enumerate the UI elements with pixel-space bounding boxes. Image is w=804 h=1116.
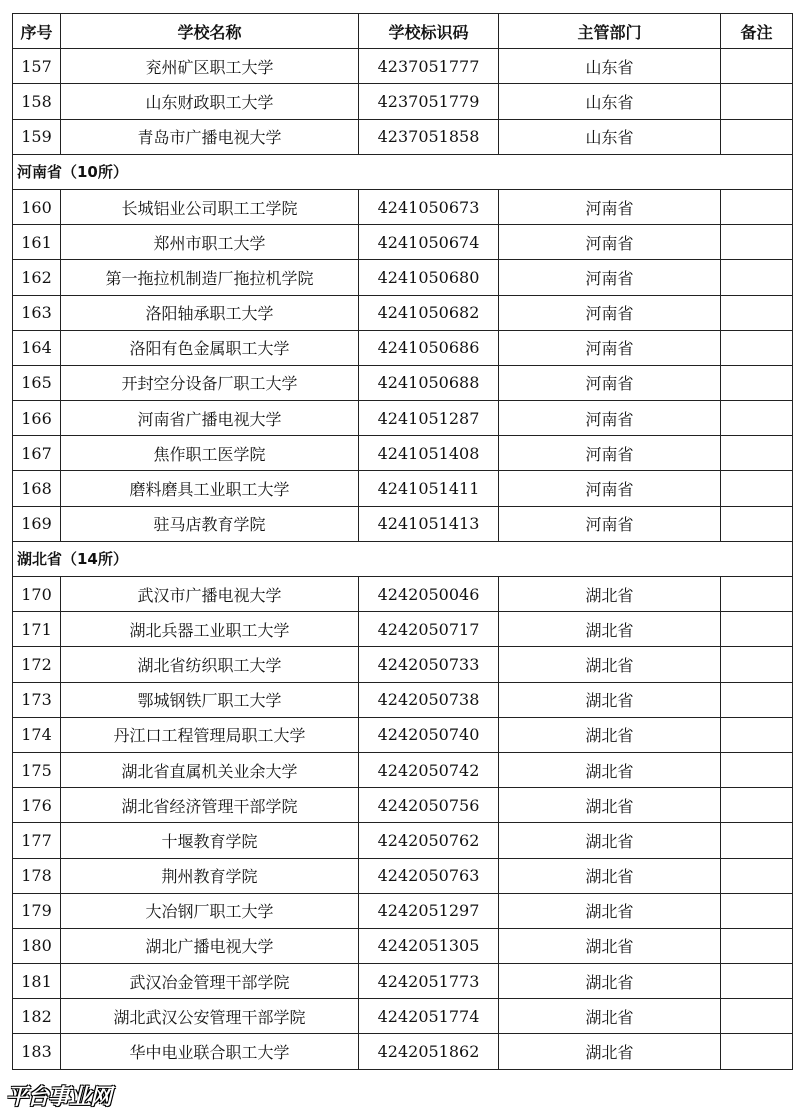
cell-department: 湖北省 [499, 823, 721, 858]
table-row [13, 84, 793, 119]
cell-department: 湖北省 [499, 577, 721, 612]
cell-seq: 163 [13, 295, 61, 330]
table-row [13, 788, 793, 823]
cell-department: 湖北省 [499, 1034, 721, 1069]
cell-department: 河南省 [499, 189, 721, 224]
watermark: 平台事业网 [6, 1085, 112, 1110]
cell-school-code: 4241050682 [359, 295, 499, 330]
cell-department: 山东省 [499, 49, 721, 84]
cell-seq: 167 [13, 436, 61, 471]
cell-note [721, 506, 793, 541]
cell-department: 河南省 [499, 401, 721, 436]
cell-seq: 176 [13, 788, 61, 823]
cell-note [721, 752, 793, 787]
cell-note [721, 189, 793, 224]
section-label: 河南省（10所） [13, 154, 793, 189]
header-seq: 序号 [13, 14, 61, 49]
cell-department: 河南省 [499, 471, 721, 506]
cell-note [721, 788, 793, 823]
cell-department: 湖北省 [499, 858, 721, 893]
cell-department: 湖北省 [499, 612, 721, 647]
cell-school-name: 湖北武汉公安管理干部学院 [61, 999, 359, 1034]
table-row [13, 260, 793, 295]
table-row [13, 295, 793, 330]
cell-seq: 172 [13, 647, 61, 682]
table-row [13, 119, 793, 154]
cell-school-name: 丹江口工程管理局职工大学 [61, 717, 359, 752]
header-school-name: 学校名称 [61, 14, 359, 49]
cell-school-name: 洛阳有色金属职工大学 [61, 330, 359, 365]
cell-school-name: 兖州矿区职工大学 [61, 49, 359, 84]
cell-note [721, 295, 793, 330]
cell-department: 湖北省 [499, 752, 721, 787]
table-row [13, 365, 793, 400]
cell-school-name: 长城铝业公司职工工学院 [61, 189, 359, 224]
cell-department: 湖北省 [499, 647, 721, 682]
cell-note [721, 577, 793, 612]
cell-school-name: 磨料磨具工业职工大学 [61, 471, 359, 506]
cell-seq: 181 [13, 964, 61, 999]
cell-note [721, 260, 793, 295]
cell-school-code: 4242050046 [359, 577, 499, 612]
cell-seq: 158 [13, 84, 61, 119]
table-row [13, 49, 793, 84]
header-department: 主管部门 [499, 14, 721, 49]
cell-department: 山东省 [499, 119, 721, 154]
cell-seq: 183 [13, 1034, 61, 1069]
cell-school-name: 第一拖拉机制造厂拖拉机学院 [61, 260, 359, 295]
cell-note [721, 647, 793, 682]
cell-department: 河南省 [499, 225, 721, 260]
cell-school-code: 4242051297 [359, 893, 499, 928]
cell-school-name: 开封空分设备厂职工大学 [61, 365, 359, 400]
cell-school-name: 湖北省纺织职工大学 [61, 647, 359, 682]
table-row [13, 1034, 793, 1069]
cell-school-code: 4242050763 [359, 858, 499, 893]
table-header-row [13, 14, 793, 49]
section-label: 湖北省（14所） [13, 541, 793, 576]
table-row [13, 717, 793, 752]
cell-school-code: 4241050680 [359, 260, 499, 295]
cell-note [721, 49, 793, 84]
table-row [13, 858, 793, 893]
cell-department: 河南省 [499, 260, 721, 295]
table-row [13, 330, 793, 365]
cell-department: 河南省 [499, 295, 721, 330]
table-row [13, 999, 793, 1034]
cell-note [721, 365, 793, 400]
cell-department: 河南省 [499, 365, 721, 400]
cell-seq: 165 [13, 365, 61, 400]
cell-school-code: 4237051779 [359, 84, 499, 119]
cell-school-name: 华中电业联合职工大学 [61, 1034, 359, 1069]
cell-note [721, 612, 793, 647]
cell-school-code: 4242051305 [359, 928, 499, 963]
cell-school-code: 4241050674 [359, 225, 499, 260]
cell-seq: 175 [13, 752, 61, 787]
cell-school-code: 4241050673 [359, 189, 499, 224]
cell-school-name: 山东财政职工大学 [61, 84, 359, 119]
cell-school-code: 4242050733 [359, 647, 499, 682]
cell-school-name: 大冶钢厂职工大学 [61, 893, 359, 928]
table-row [13, 436, 793, 471]
cell-note [721, 225, 793, 260]
section-row [13, 541, 793, 576]
cell-school-name: 驻马店教育学院 [61, 506, 359, 541]
cell-note [721, 682, 793, 717]
cell-note [721, 893, 793, 928]
cell-department: 湖北省 [499, 999, 721, 1034]
cell-school-name: 洛阳轴承职工大学 [61, 295, 359, 330]
cell-school-code: 4241050686 [359, 330, 499, 365]
cell-note [721, 471, 793, 506]
cell-school-code: 4241051413 [359, 506, 499, 541]
cell-note [721, 928, 793, 963]
cell-school-name: 焦作职工医学院 [61, 436, 359, 471]
cell-department: 山东省 [499, 84, 721, 119]
cell-school-code: 4242050738 [359, 682, 499, 717]
cell-school-name: 湖北省经济管理干部学院 [61, 788, 359, 823]
table-row [13, 506, 793, 541]
cell-note [721, 330, 793, 365]
section-row [13, 154, 793, 189]
cell-department: 河南省 [499, 330, 721, 365]
cell-school-name: 郑州市职工大学 [61, 225, 359, 260]
table-row [13, 964, 793, 999]
cell-seq: 177 [13, 823, 61, 858]
cell-note [721, 858, 793, 893]
cell-note [721, 436, 793, 471]
cell-seq: 171 [13, 612, 61, 647]
cell-school-code: 4242050762 [359, 823, 499, 858]
header-school-code: 学校标识码 [359, 14, 499, 49]
school-list-table [12, 13, 793, 1070]
table-row [13, 752, 793, 787]
cell-school-name: 武汉市广播电视大学 [61, 577, 359, 612]
table-row [13, 401, 793, 436]
cell-department: 湖北省 [499, 964, 721, 999]
cell-department: 河南省 [499, 506, 721, 541]
cell-school-name: 湖北省直属机关业余大学 [61, 752, 359, 787]
cell-school-code: 4241051408 [359, 436, 499, 471]
cell-seq: 169 [13, 506, 61, 541]
cell-note [721, 119, 793, 154]
table-row [13, 612, 793, 647]
cell-note [721, 84, 793, 119]
table-row [13, 928, 793, 963]
cell-department: 河南省 [499, 436, 721, 471]
cell-seq: 170 [13, 577, 61, 612]
cell-seq: 161 [13, 225, 61, 260]
cell-school-name: 湖北广播电视大学 [61, 928, 359, 963]
cell-seq: 182 [13, 999, 61, 1034]
cell-school-code: 4242050756 [359, 788, 499, 823]
cell-school-name: 青岛市广播电视大学 [61, 119, 359, 154]
cell-school-code: 4242051774 [359, 999, 499, 1034]
cell-school-code: 4241051411 [359, 471, 499, 506]
cell-seq: 162 [13, 260, 61, 295]
cell-note [721, 717, 793, 752]
cell-note [721, 999, 793, 1034]
table-row [13, 225, 793, 260]
cell-seq: 173 [13, 682, 61, 717]
cell-school-name: 鄂城钢铁厂职工大学 [61, 682, 359, 717]
cell-school-name: 十堰教育学院 [61, 823, 359, 858]
table-row [13, 823, 793, 858]
cell-seq: 178 [13, 858, 61, 893]
cell-school-code: 4237051777 [359, 49, 499, 84]
cell-department: 湖北省 [499, 682, 721, 717]
cell-school-code: 4242051773 [359, 964, 499, 999]
cell-seq: 160 [13, 189, 61, 224]
cell-school-name: 荆州教育学院 [61, 858, 359, 893]
cell-school-name: 湖北兵器工业职工大学 [61, 612, 359, 647]
cell-seq: 159 [13, 119, 61, 154]
table-row [13, 893, 793, 928]
cell-seq: 174 [13, 717, 61, 752]
cell-school-name: 武汉冶金管理干部学院 [61, 964, 359, 999]
table-row [13, 577, 793, 612]
cell-seq: 166 [13, 401, 61, 436]
cell-seq: 180 [13, 928, 61, 963]
cell-seq: 164 [13, 330, 61, 365]
table-row [13, 647, 793, 682]
cell-note [721, 1034, 793, 1069]
cell-school-code: 4242050742 [359, 752, 499, 787]
cell-seq: 168 [13, 471, 61, 506]
cell-school-code: 4242051862 [359, 1034, 499, 1069]
cell-school-code: 4242050717 [359, 612, 499, 647]
cell-seq: 157 [13, 49, 61, 84]
cell-department: 湖北省 [499, 893, 721, 928]
table-body [13, 49, 793, 1069]
cell-school-code: 4237051858 [359, 119, 499, 154]
cell-school-code: 4241050688 [359, 365, 499, 400]
cell-note [721, 401, 793, 436]
table-row [13, 682, 793, 717]
cell-school-code: 4241051287 [359, 401, 499, 436]
cell-note [721, 823, 793, 858]
cell-school-name: 河南省广播电视大学 [61, 401, 359, 436]
cell-department: 湖北省 [499, 788, 721, 823]
table-row [13, 471, 793, 506]
cell-department: 湖北省 [499, 717, 721, 752]
header-note: 备注 [721, 14, 793, 49]
table-row [13, 189, 793, 224]
cell-seq: 179 [13, 893, 61, 928]
cell-note [721, 964, 793, 999]
cell-department: 湖北省 [499, 928, 721, 963]
cell-school-code: 4242050740 [359, 717, 499, 752]
